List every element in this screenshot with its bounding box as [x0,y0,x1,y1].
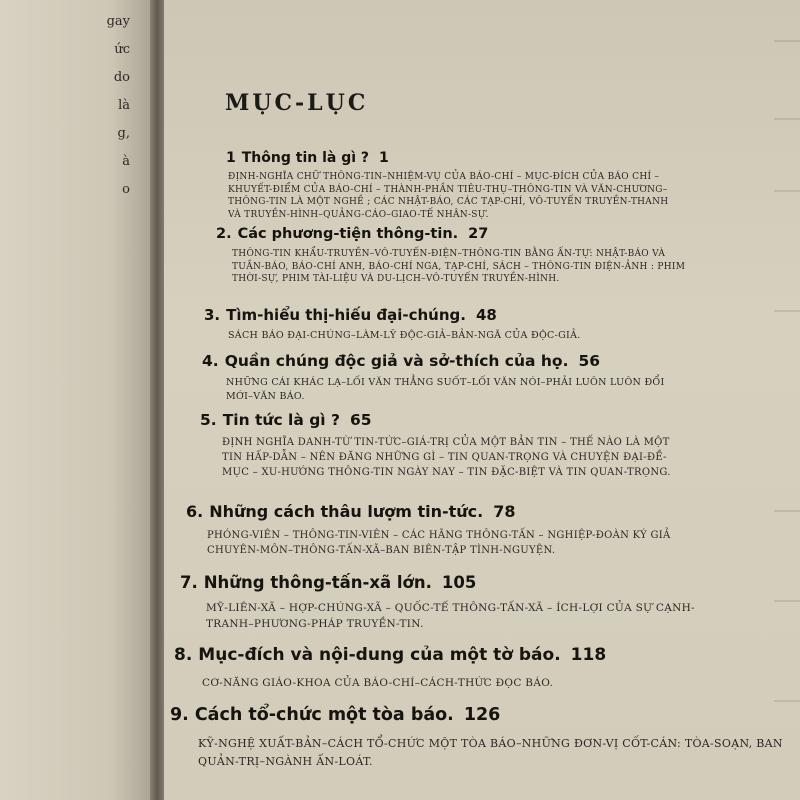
left-fragment: à [122,154,130,169]
toc-entry-description: CƠ-NĂNG GIÁO-KHOA CỦA BÁO-CHÍ–CÁCH-THỨC ĐỌC BÁO. [202,677,554,689]
toc-entry-title: Những cách thâu lượm tin-tức. [209,502,484,521]
toc-entry-heading [186,502,515,521]
toc-entry-heading [200,411,372,429]
toc-entry-heading [180,573,476,592]
toc-entry-title: Thông tin là gì ? [241,150,370,166]
left-fragment: ức [114,42,130,57]
toc-entry-number: 5. [200,411,217,429]
toc-entry-number: 7. [180,573,198,592]
toc-entry-page: 48 [475,306,497,324]
toc-entry-page: 118 [570,645,607,665]
left-fragment: o [122,182,130,197]
left-fragment: do [113,70,130,85]
toc-entry-title: Cách tổ-chức một tòa báo. [194,705,454,725]
left-page [0,0,158,800]
toc-entry-description: MỸ-LIÊN-XÃ – HỢP-CHÚNG-XÃ – QUỐC-TẾ THÔNG-TẤN-XÃ – ÍCH-LỢI CỦA SỰ CẠNH-TRANH–PHƯƠNG-PHÁP TRUYỀN-TIN. [206,602,695,630]
toc-entry-heading [202,352,600,370]
toc-entry-heading [204,306,497,324]
toc-entry-page: 78 [493,502,516,521]
toc-entry-number: 8. [174,645,193,665]
toc-entry-number: 2. [216,226,232,242]
toc-entry-heading [216,226,488,242]
toc-entry-number: 4. [202,352,219,370]
toc-entry-title: Mục-đích và nội-dung của một tờ báo. [198,645,561,665]
toc-entry-heading [170,705,500,725]
toc-entry-page: 105 [441,573,477,592]
toc-entry-page: 56 [578,352,601,370]
toc-entry-description: ĐỊNH NGHĨA DANH-TỪ TIN-TỨC–GIÁ-TRỊ CỦA MỘT BẢN TIN – THẾ NÀO LÀ MỘT TIN HẤP-DẪN – NÊN ĐĂNG NHỮNG GÌ – TIN QUAN-TRỌNG VÀ CHUYỆN ĐẠI-ĐỀ-MỤC – XU-HƯỚNG THÔNG-TIN NGÀY NAY – TIN ĐẶC-BIỆT VÀ TIN QUAN-TRỌNG. [222,437,671,478]
toc-entry-page: 27 [468,226,489,242]
toc-entry-heading [174,645,606,665]
toc-entry-page: 65 [350,411,372,429]
toc-entry-title: Quần chúng độc giả và sở-thích của họ. [224,352,569,370]
left-page-fragments [60,8,130,204]
left-fragment: g, [117,126,130,141]
toc-entry-description: KỸ-NGHỆ XUẤT-BẢN–CÁCH TỔ-CHỨC MỘT TÒA BÁO–NHỮNG ĐƠN-VỊ CỐT-CÁN: TÒA-SOẠN, BAN QUẢN-TRỊ–NGÀNH ẤN-LOÁT. [198,737,783,768]
toc-entry-description: SÁCH BÁO ĐẠI-CHÚNG–LÀM-LỸ ĐỘC-GIẢ–BẢN-NGÃ CỦA ĐỘC-GIẢ. [228,330,581,341]
toc-entry-description: PHÓNG-VIÊN – THÔNG-TIN-VIÊN – CÁC HÃNG THÔNG-TẤN – NGHIỆP-ĐOÀN KÝ GIẢ CHUYÊN-MÔN–THÔNG-TẤN-XÃ–BAN BIÊN-TẬP TÌNH-NGUYỆN. [207,530,671,556]
page-title: MỤC-LỤC [225,90,369,116]
toc-entry-description: THÔNG-TIN KHẨU-TRUYỀN–VÔ-TUYẾN-ĐIỆN–THÔNG-TIN BẰNG ẤN-TỰ: NHẬT-BÁO VÀ TUẦN-BÁO, BÁO-CHÍ ANH, BÁO-CHÍ NGA, TẠP-CHÍ, SÁCH – THÔNG-TIN ĐIỆN-ẢNH : PHIM THỜI-SỰ, PHIM TÀI-LIỆU VÀ DU-LỊCH–VÔ-TUYẾN TRUYỀN-HÌNH. [232,249,686,284]
toc-entry-number: 9. [170,705,189,725]
bleed-through-text [774,40,800,780]
toc-entry-title: Tin tức là gì ? [222,411,340,429]
toc-entry-title: Những thông-tấn-xã lớn. [203,573,432,592]
toc-entry-description: ĐỊNH-NGHĨA CHỮ THÔNG-TIN–NHIỆM-VỤ CỦA BÁO-CHÍ – MỤC-ĐÍCH CỦA BÁO CHÍ – KHUYẾT-ĐIỂM CỦA BÁO-CHÍ – THÀNH-PHẦN TIÊU-THỤ–THÔNG-TIN VÀ VĂN-CHƯƠNG–THÔNG-TIN LÀ MỘT NGHỀ ; CÁC NHẬT-BÁO, CÁC TẠP-CHÍ, VÔ-TUYẾN TRUYỀN-THANH VÀ TRUYỀN-HÌNH–QUẢNG-CÁO–GIAO-TẾ NHÂN-SỰ. [228,172,669,220]
toc-entry-number: 1 [226,150,236,166]
toc-entry-title: Các phương-tiện thông-tin. [237,226,459,242]
toc-entry-heading [226,150,389,166]
left-fragment: là [118,98,130,113]
left-fragment: gay [106,14,130,29]
toc-entry-page: 1 [379,150,389,166]
toc-entry-number: 6. [186,502,204,521]
toc-entry-page: 126 [463,705,501,725]
toc-entry-description: NHỮNG CÁI KHÁC LẠ–LỐI VĂN THẲNG SUỐT–LỐI VĂN NÓI–PHẢI LUÔN LUÔN ĐỔI MỚI–VĂN BÁO. [226,377,665,402]
toc-entry-number: 3. [204,306,221,324]
toc-entry-title: Tìm-hiểu thị-hiếu đại-chúng. [226,306,466,324]
